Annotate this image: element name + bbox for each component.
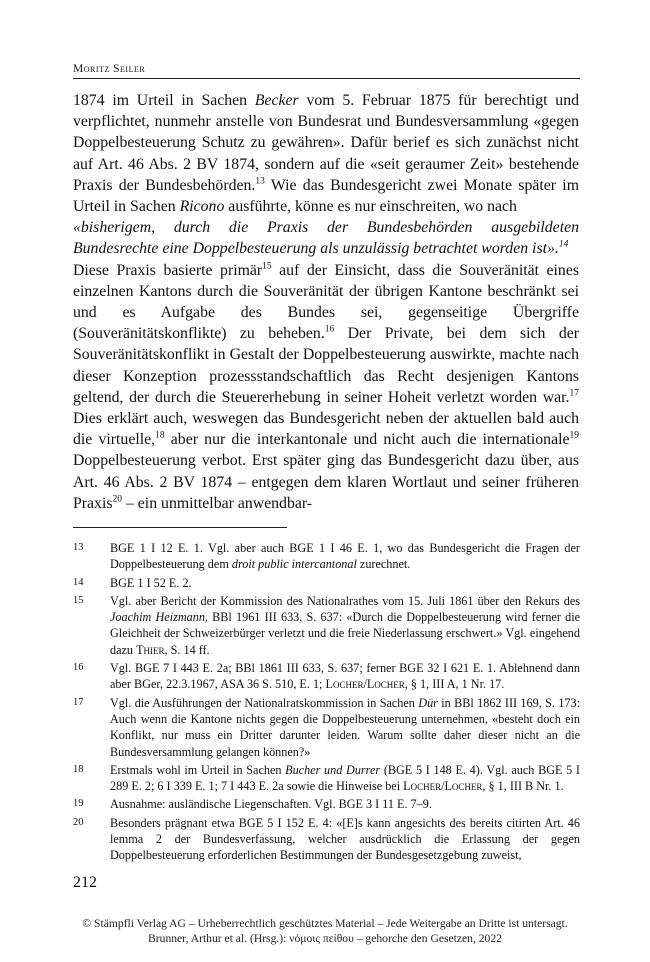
text-run: Der Private, bei dem sich der Souveränitätskonflikt in Gestalt der Doppelbesteuerung auswirkte, machte nach dieser Konzeption prozessstandschaftlich das Recht desjenigen Kantons geltend, der durch die Steuererhebung in seiner Hoheit verletzt worden war. — [73, 325, 579, 406]
text-run: , § 1, III B Nr. 1. — [482, 779, 564, 794]
text-run: , BBl 1961 III 633, S. 637: «Durch die Doppelbesteuerung wird ferner die Gleichheit der Schweizerbürger verletzt und die freie Niederlassung erschwert.» Vgl. eingehend dazu — [110, 610, 580, 657]
footnote-divider — [73, 527, 287, 528]
text-run: ausführte, könne es nur einschreiten, wo nach — [224, 198, 517, 216]
text-run: Wie das Bundesgericht zwei Monate später im Urteil in Sachen — [73, 176, 579, 216]
paragraph-2 — [73, 260, 579, 514]
footnote-14 — [73, 575, 580, 591]
copyright-line-2: Brunner, Arthur et al. (Hrsg.): νόμοις πείθου – gehorche den Gesetzen, 2022 — [148, 932, 502, 945]
text-run: Vgl. die Ausführungen der Nationalratskommission in Sachen — [110, 695, 419, 710]
text-run: , S. 14 ff. — [164, 642, 210, 657]
text-run: Dies erklärt auch, weswegen das Bundesgericht neben der aktuellen bald auch die virtuelle, — [73, 410, 579, 449]
text-run: BGE 1 I 12 E. 1. Vgl. aber auch BGE 1 I 46 E. 1, wo das Bundesgericht die Fragen der Doppelbesteuerung dem — [110, 541, 580, 572]
footnote-text — [110, 762, 580, 795]
case-name: Bucher und Durrer — [285, 762, 381, 777]
footnote-text — [110, 660, 580, 693]
footnotes — [73, 540, 580, 866]
quote-text: «bisherigem, durch die Praxis der Bundesbehörden ausgebildeten Bundesrechte eine Doppelbesteuerung als unzulässig betrachtet worden ist». — [73, 219, 579, 258]
running-head-author: Moritz Seiler — [73, 63, 146, 75]
text-run: (BGE 5 I 148 E. 4). Vgl. auch BGE 5 I 289 E. 2; 6 I 339 E. 1; 7 I 443 E. 2a sowie die Hinweise bei — [110, 762, 580, 794]
footnote-number: 13 — [73, 542, 84, 553]
case-name: Becker — [254, 92, 299, 109]
footnote-ref: 15 — [262, 261, 272, 272]
case-name: Joachim Heizmann — [110, 610, 205, 625]
text-run: zurechnet. — [356, 557, 411, 572]
footnote-number: 18 — [73, 763, 84, 775]
main-text — [73, 90, 579, 514]
text-run: Vgl. aber Bericht der Kommission des Nationalrathes vom 15. Juli 1861 über den Rekurs des — [110, 593, 580, 608]
case-name: Ricono — [179, 198, 225, 216]
footnote-text: BGE 1 I 52 E. 2. — [110, 575, 192, 590]
author-name: Thier — [136, 642, 165, 657]
footnote-number: 16 — [73, 662, 84, 674]
footnote-20 — [73, 815, 580, 864]
footnote-number: 20 — [73, 816, 84, 828]
footnote-ref: 20 — [112, 494, 122, 505]
footnote-text: Besonders prägnant etwa BGE 5 I 152 E. 4: «[E]s kann angesichts des bereits citirten Art. 46 lemma 2 der Bundesverfassung, welcher ausdrücklich die Erlassung der gegen Doppelbesteuerung erforderlichen Bestimmungen der Bundesgesetzgebung zuweist, — [110, 815, 580, 863]
text-run: – ein unmittelbar anwendbar- — [122, 494, 313, 512]
author-name: Locher/Locher — [403, 779, 483, 794]
block-quote — [73, 217, 579, 259]
text-run: vom 5. Februar 1875 für berechtigt und verpflichtet, nunmehr anstelle von Bundesrat und Bundesversammlung «gegen Doppelbesteuerung Schutz zu gewähren». Dafür berief es sich zunächst nicht auf Art. 46 Abs. 2 BV 1874, sondern auf die «seit geraumer Zeit» bestehende Praxis der Bundesbehörden. — [73, 92, 579, 194]
text-run: 1874 im Urteil in Sachen — [73, 92, 255, 109]
text-run: Vgl. BGE 7 I 443 E. 2a; BBl 1861 III 633, S. 637; ferner BGE 32 I 621 E. 1. Ablehnend dann aber BGer, 22.3.1967, ASA 36 S. 510, E. 1; — [110, 661, 580, 692]
footnote-18 — [73, 762, 580, 795]
footnote-15 — [73, 593, 580, 658]
text-run: auf der Einsicht, dass die Souveränität eines einzelnen Kantons durch die Souveränität der übrigen Kantone beschränkt sei und es Aufgabe des Bundes sei, gegenseitige Übergriffe (Souveränitätskonflikte) zu beheben. — [73, 261, 579, 343]
footnote-number: 17 — [73, 696, 84, 708]
footnote-13 — [73, 540, 580, 573]
footnote-19 — [73, 796, 580, 812]
footnote-number: 19 — [73, 798, 84, 810]
text-run: aber nur die interkantonale und nicht auch die internationale — [164, 431, 570, 449]
text-run: , § 1, III A, 1 Nr. 17. — [404, 677, 505, 692]
italic-term: droit public intercantonal — [231, 557, 357, 572]
footnote-text: Ausnahme: ausländische Liegenschaften. Vgl. BGE 3 I 11 E. 7–9. — [110, 797, 432, 812]
footnote-text — [110, 593, 580, 658]
footnote-number: 14 — [73, 576, 84, 588]
text-run: in BBl 1862 III 169, S. 173: Auch wenn die Kantone nichts gegen die Doppelbesteuerung unternehmen, «besteht doch ein Konflikt, nur muss ein Dritter darunter leiden. Warum sollte daher dieser nicht an die Bundesversammlung gelangen können?» — [110, 695, 580, 759]
footnote-ref: 14 — [558, 240, 569, 251]
case-name: Dür — [418, 695, 438, 710]
text-run: Diese Praxis basierte primär — [73, 261, 263, 279]
page-number: 212 — [73, 874, 97, 891]
footnote-ref: 16 — [324, 324, 335, 335]
footnote-text — [110, 695, 580, 760]
running-header — [73, 63, 580, 79]
text-run: Erstmals wohl im Urteil in Sachen — [110, 762, 286, 777]
copyright-line-1: © Stämpfli Verlag AG – Urheberrechtlich geschütztes Material – Jede Weitergabe an Dritte ist untersagt. — [82, 917, 568, 930]
author-name: Locher/Locher — [325, 677, 405, 692]
footnote-16 — [73, 660, 580, 693]
footnote-ref: 17 — [569, 388, 579, 399]
copyright-notice — [0, 916, 650, 946]
text-run: Doppelbesteuerung verbot. Erst später ging das Bundesgericht dazu über, aus Art. 46 Abs. 2 BV 1874 – entgegen dem klaren Wortlaut und seiner früheren Praxis — [73, 452, 579, 512]
footnote-ref: 18 — [155, 430, 165, 441]
footnote-ref: 13 — [255, 176, 265, 187]
footnote-number: 15 — [73, 594, 84, 606]
footnote-17 — [73, 695, 580, 760]
paragraph-1 — [73, 90, 579, 217]
footnote-text — [110, 540, 580, 573]
footnote-ref: 19 — [569, 430, 579, 441]
